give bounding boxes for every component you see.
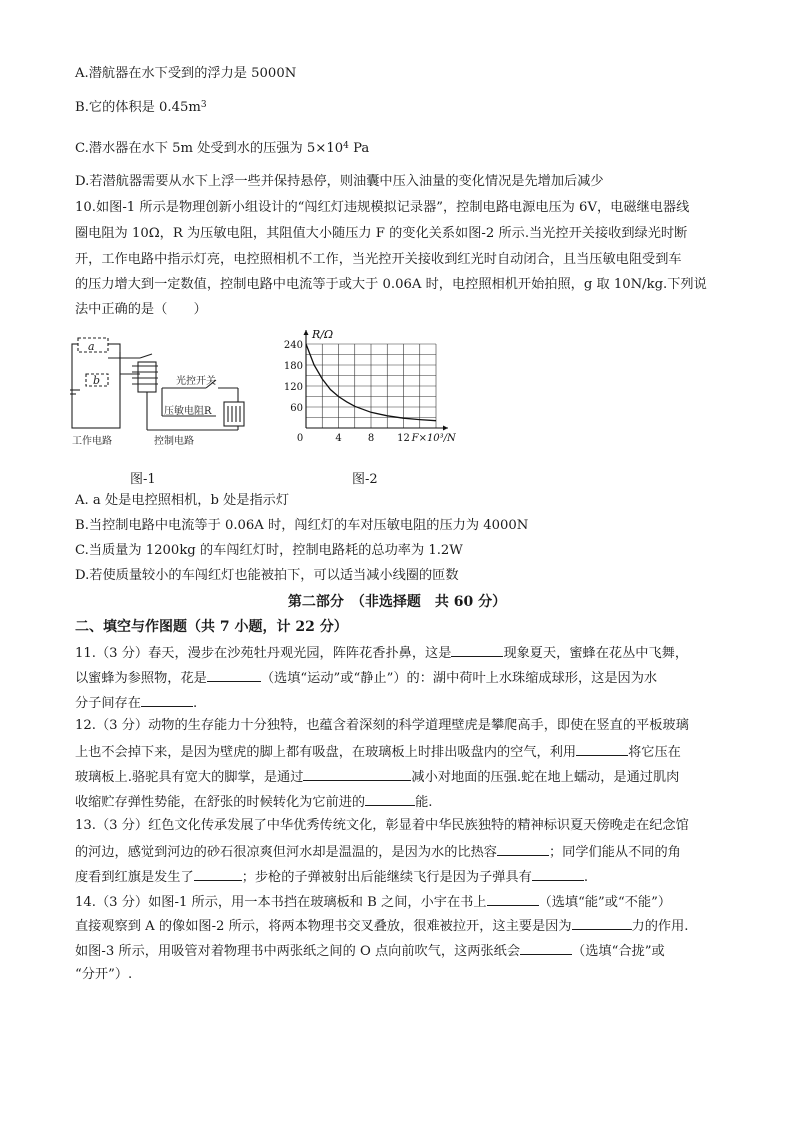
q11-text-6: .: [192, 696, 198, 711]
q13-line-3: [75, 866, 725, 888]
q14-text-6: （选填“合拢”或: [572, 944, 665, 959]
q12-text-7: 能.: [415, 795, 433, 810]
q13-text-4: 度看到红旗是发生了: [75, 870, 194, 885]
q10-option-a: A. a 处是电控照相机，b 处是指示灯: [75, 493, 290, 508]
q9-option-d: D.若潜航器需要从水下上浮一些并保持悬停，则油囊中压入油量的变化情况是先增加后减少: [75, 174, 604, 189]
q11-blank-1: [451, 642, 503, 657]
q13-blank-1: [497, 841, 549, 856]
q11-text-3: 以蜜蜂为参照物，花是: [75, 671, 207, 686]
q12-text-5: 减小对地面的压强.蛇在地上蠕动，是通过肌肉: [411, 770, 680, 785]
q10-option-c: C.当质量为 1200kg 的车闯红灯时，控制电路耗的总功率为 1.2W: [75, 543, 463, 558]
q10-option-d: D.若使质量较小的车闯红灯也能被拍下，可以适当减小线圈的匝数: [75, 568, 459, 583]
q14-line-3: [75, 940, 725, 962]
q12-blank-3: [365, 791, 415, 806]
q9-option-a: A.潜航器在水下受到的浮力是 5000N: [75, 66, 297, 81]
q12-text-3: 将它压在: [628, 745, 681, 760]
q12-blank-2: [303, 766, 411, 781]
q14-text-3: 直接观察到 A 的像如图-2 所示，将两本物理书交叉叠放，很难被拉开，这主要是因为: [75, 919, 572, 934]
q12-text-4: 玻璃板上.骆驼具有宽大的脚掌，是通过: [75, 770, 304, 785]
y-tick-label: 180: [283, 361, 303, 372]
q12-blank-1: [576, 741, 628, 756]
q10-line-2: 圈电阻为 10Ω，R 为压敏电阻，其阻值大小随压力 F 的变化关系如图-2 所示.当光控开关接收到绿光时断: [75, 226, 688, 241]
circuit-label-control-circuit: 控制电路: [154, 436, 194, 447]
x-axis-label: F×10³/N: [411, 433, 456, 444]
q9-option-b: [75, 98, 725, 118]
q9-option-c-unit: Pa: [348, 141, 370, 156]
q11-blank-2: [207, 667, 261, 682]
section-2-subtitle: 二、填空与作图题（共 7 小题，计 22 分）: [75, 619, 348, 635]
q12-line-2: [75, 741, 725, 763]
figure-1-caption: 图-1: [130, 472, 156, 487]
q11-text-4: （选填“运动”或“静止”）的：湖中荷叶上水珠缩成球形，这是因为水: [260, 671, 658, 686]
q10-line-1: 10.如图-1 所示是物理创新小组设计的“闯红灯违规模拟记录器”，控制电路电源电压为 6V，电磁继电器线: [75, 200, 690, 215]
q10-line-5: 法中正确的是（ ）: [75, 302, 207, 317]
origin-label: 0: [296, 433, 304, 444]
q13-line-1: 13.（3 分）红色文化传承发展了中华优秀传统文化，彰显着中华民族独特的精神标识夏天傍晚走在纪念馆: [75, 818, 689, 833]
q12-text-2: 上也不会掉下来，是因为壁虎的脚上都有吸盘，在玻璃板上时排出吸盘内的空气，利用: [75, 745, 577, 760]
circuit-label-b: b: [93, 374, 101, 387]
q14-line-4: “分开”）.: [75, 967, 133, 982]
q12-line-4: [75, 791, 725, 813]
q13-text-2: 的河边，感觉到河边的砂石很凉爽但河水却是温温的，是因为水的比热容: [75, 845, 497, 860]
x-axis-arrow: [443, 426, 448, 431]
y-tick-label: 240: [283, 340, 303, 351]
q9-option-b-sup: 3: [200, 100, 207, 110]
circuit-label-pressure-resistor: 压敏电阻R: [164, 406, 212, 417]
q14-text-4: 力的作用.: [631, 919, 689, 934]
q10-line-4: 的压力增大到一定数值，控制电路中电流等于或大于 0.06A 时，电控照相机开始拍照，g 取 10N/kg.下列说: [75, 277, 707, 292]
q14-blank-3: [520, 940, 572, 955]
q14-text-2: （选填“能”或“不能”）: [538, 895, 672, 910]
q13-text-5: ；步枪的子弹被射出后能继续飞行是因为子弹具有: [241, 870, 532, 885]
q12-line-3: [75, 766, 725, 788]
q9-option-c-text: C.潜水器在水下 5m 处受到水的压强为 5×10: [75, 141, 344, 156]
x-tick-label: 8: [367, 433, 375, 444]
q11-text-1: 11.（3 分）春天，漫步在沙苑牡丹观光园，阵阵花香扑鼻，这是: [75, 646, 452, 661]
q14-blank-2: [572, 915, 632, 930]
section-2-title: 第二部分 （非选择题 共 60 分）: [287, 594, 507, 610]
q14-blank-1: [487, 891, 539, 906]
q14-text-5: 如图-3 所示，用吸管对着物理书中两张纸之间的 O 点向前吹气，这两张纸会: [75, 944, 521, 959]
q11-text-2: 现象夏天，蜜蜂在花丛中飞舞，: [503, 646, 689, 661]
q10-option-b: B.当控制电路中电流等于 0.06A 时，闯红灯的车对压敏电阻的压力为 4000N: [75, 518, 529, 533]
q11-line-2: [75, 667, 725, 689]
q13-line-2: [75, 841, 725, 863]
q13-text-3: ；同学们能从不同的角: [549, 845, 681, 860]
q13-blank-2: [194, 866, 242, 881]
q13-blank-3: [532, 866, 584, 881]
q12-line-1: 12.（3 分）动物的生存能力十分独特，也蕴含着深刻的科学道理壁虎是攀爬高手，即使在竖直的平板玻璃: [75, 718, 689, 733]
q9-option-c-sup: 4: [343, 141, 349, 151]
q12-text-6: 收缩贮存弹性势能，在舒张的时候转化为它前进的: [75, 795, 366, 810]
q11-line-1: [75, 642, 725, 664]
q10-line-3: 开，工作电路中指示灯亮，电控照相机不工作，当光控开关接收到红光时自动闭合，且当压敏电阻受到车: [75, 252, 682, 267]
circuit-figure: [66, 330, 256, 448]
y-tick-label: 120: [283, 382, 303, 393]
q11-blank-3: [141, 692, 193, 707]
y-tick-label: 60: [290, 403, 303, 414]
y-axis-arrow: [304, 330, 309, 335]
q14-line-1: [75, 891, 725, 913]
q9-option-c: [75, 139, 725, 159]
q11-line-3: [75, 692, 725, 714]
x-tick-label: 4: [335, 433, 342, 444]
figure-2-caption: 图-2: [352, 472, 378, 487]
x-tick-label: 12: [397, 433, 410, 444]
q14-text-1: 14.（3 分）如图-1 所示，用一本书挡在玻璃板和 B 之间，小宇在书上: [75, 895, 487, 910]
circuit-label-light-switch: 光控开关: [176, 376, 216, 387]
q11-text-5: 分子间存在: [75, 696, 141, 711]
resistance-force-chart: [282, 324, 472, 448]
circuit-label-work-circuit: 工作电路: [72, 436, 112, 447]
q9-option-b-text: B.它的体积是 0.45m: [75, 100, 201, 115]
q14-line-2: [75, 915, 725, 937]
q13-text-6: .: [583, 870, 589, 885]
circuit-label-a: a: [88, 340, 95, 353]
y-axis-label: R/Ω: [312, 328, 334, 341]
